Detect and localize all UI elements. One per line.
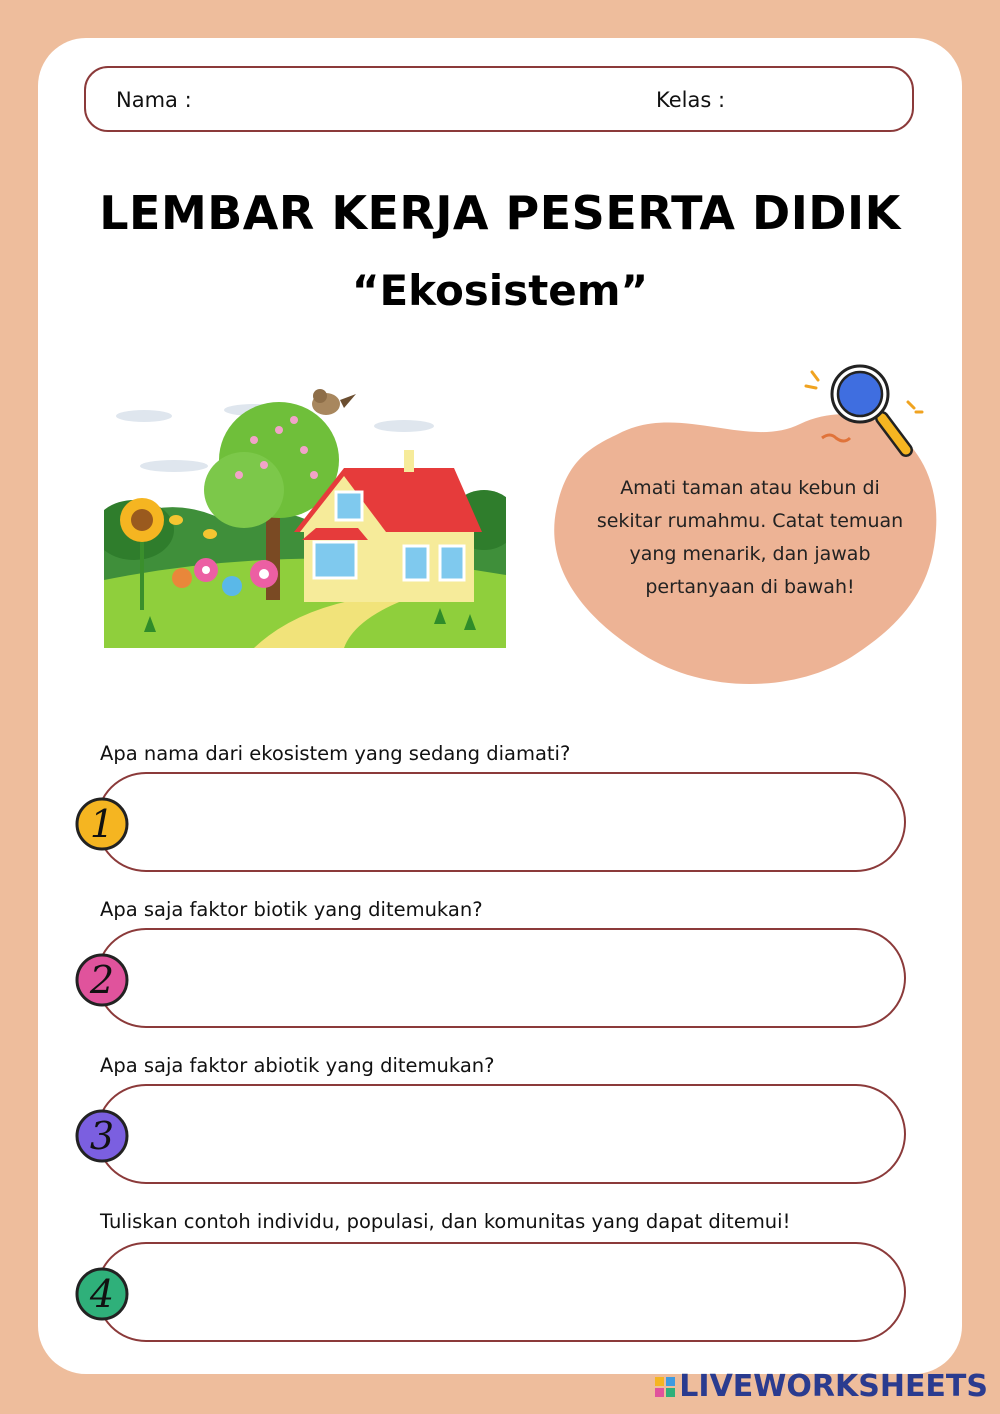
brand-text: LIVEWORKSHEETS bbox=[679, 1369, 988, 1404]
number-2-badge bbox=[74, 952, 130, 1008]
name-label: Nama : bbox=[116, 88, 192, 112]
liveworksheets-brand bbox=[655, 1369, 988, 1404]
question-1-text: Apa nama dari ekosistem yang sedang diamati? bbox=[100, 742, 571, 765]
svg-text:1: 1 bbox=[89, 802, 115, 846]
svg-text:2: 2 bbox=[89, 958, 115, 1002]
magnifier-icon bbox=[798, 360, 928, 460]
worksheet-subtitle: “Ekosistem” bbox=[351, 266, 649, 315]
liveworksheets-logo-icon bbox=[655, 1377, 675, 1397]
class-label: Kelas : bbox=[656, 88, 726, 112]
question-3-text: Apa saja faktor abiotik yang ditemukan? bbox=[100, 1054, 495, 1077]
answer-2-field[interactable] bbox=[96, 928, 906, 1028]
svg-text:3: 3 bbox=[89, 1114, 115, 1158]
number-4-badge bbox=[74, 1266, 130, 1322]
garden-house-illustration bbox=[104, 380, 506, 648]
number-1-badge bbox=[74, 796, 130, 852]
question-2-text: Apa saja faktor biotik yang ditemukan? bbox=[100, 898, 483, 921]
worksheet-title: LEMBAR KERJA PESERTA DIDIK bbox=[99, 186, 901, 240]
number-3-badge bbox=[74, 1108, 130, 1164]
answer-1-field[interactable] bbox=[96, 772, 906, 872]
question-4-text: Tuliskan contoh individu, populasi, dan komunitas yang dapat ditemui! bbox=[100, 1210, 791, 1233]
answer-4-field[interactable] bbox=[96, 1242, 906, 1342]
svg-text:4: 4 bbox=[89, 1272, 115, 1316]
answer-3-field[interactable] bbox=[96, 1084, 906, 1184]
name-class-box bbox=[84, 66, 914, 132]
instruction-text: Amati taman atau kebun di sekitar rumahmu. Catat temuan yang menarik, dan jawab pertanyaan di bawah! bbox=[596, 477, 904, 598]
